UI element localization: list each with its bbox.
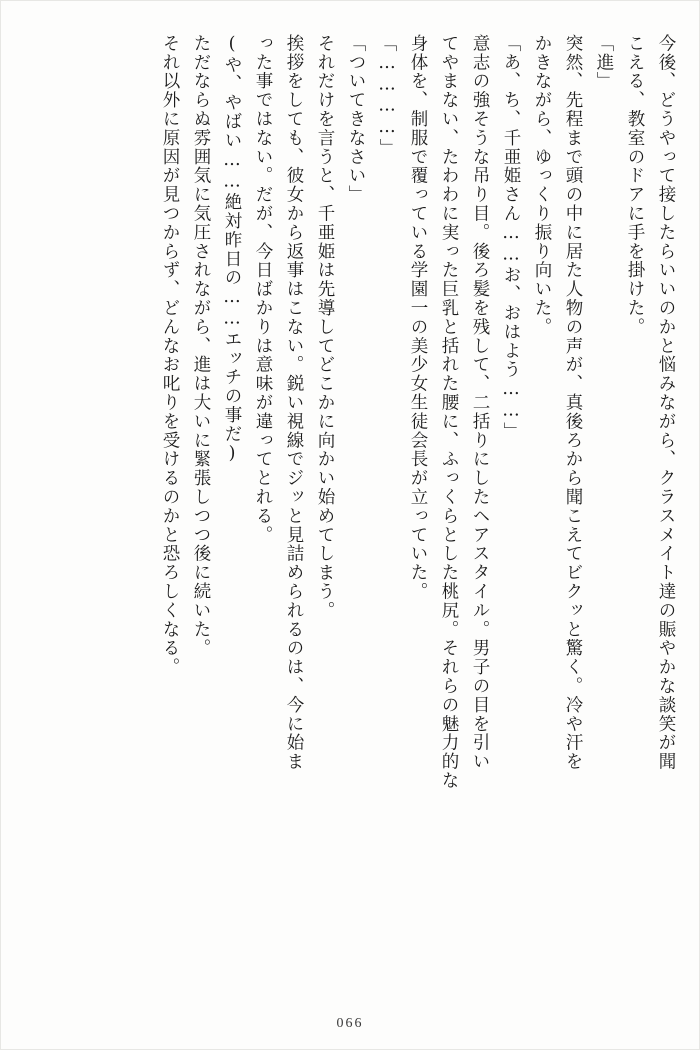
vertical-text-body [26, 34, 674, 974]
text-column: 挨拶をしても、彼女から返事はこない。鋭い視線でジッと見詰められるのは、今に始ま [284, 34, 304, 772]
text-column: 「進」 [594, 34, 614, 91]
text-column: 身体を、制服で覆っている学園一の美少女生徒会長が立っていた。 [408, 34, 428, 601]
text-column: 突然、先程まで頭の中に居た人物の声が、真後ろから聞こえてビクッと驚く。冷や汗を [563, 34, 583, 772]
text-column: ただならぬ雰囲気に気圧されながら、進は大いに緊張しつつ後に続いた。 [191, 34, 211, 658]
text-column: 意志の強そうな吊り目。後ろ髪を残して、二括りにしたヘアスタイル。男子の目を引い [470, 34, 490, 772]
text-column: それ以外に原因が見つからず、どんなお叱りを受けるのかと恐ろしくなる。 [160, 34, 180, 677]
text-column: った事ではない。だが、今日ばかりは意味が違ってとれる。 [253, 34, 273, 545]
text-column: それだけを言うと、千亜姫は先導してどこかに向かい始めてしまう。 [315, 34, 335, 620]
text-column: 「…………」 [377, 34, 397, 158]
text-column: てやまない、たわわに実った巨乳と括れた腰に、ふっくらとした桃尻。それらの魅力的な [439, 34, 459, 790]
text-column: 今後、どうやって接したらいいのかと悩みながら、クラスメイト達の賑やかな談笑が聞 [656, 34, 676, 772]
text-column: こえる、教室のドアに手を掛けた。 [625, 34, 645, 337]
text-column: 「あ、ち、千亜姫さん……お、おはよう……」 [501, 34, 521, 441]
page-number: 066 [336, 1016, 364, 1031]
text-column: (や、やばい……絶対昨日の……エッチの事だ) [222, 34, 242, 465]
text-column: かきながら、ゆっくり振り向いた。 [532, 34, 552, 337]
text-column: 「ついてきなさい」 [346, 34, 366, 205]
